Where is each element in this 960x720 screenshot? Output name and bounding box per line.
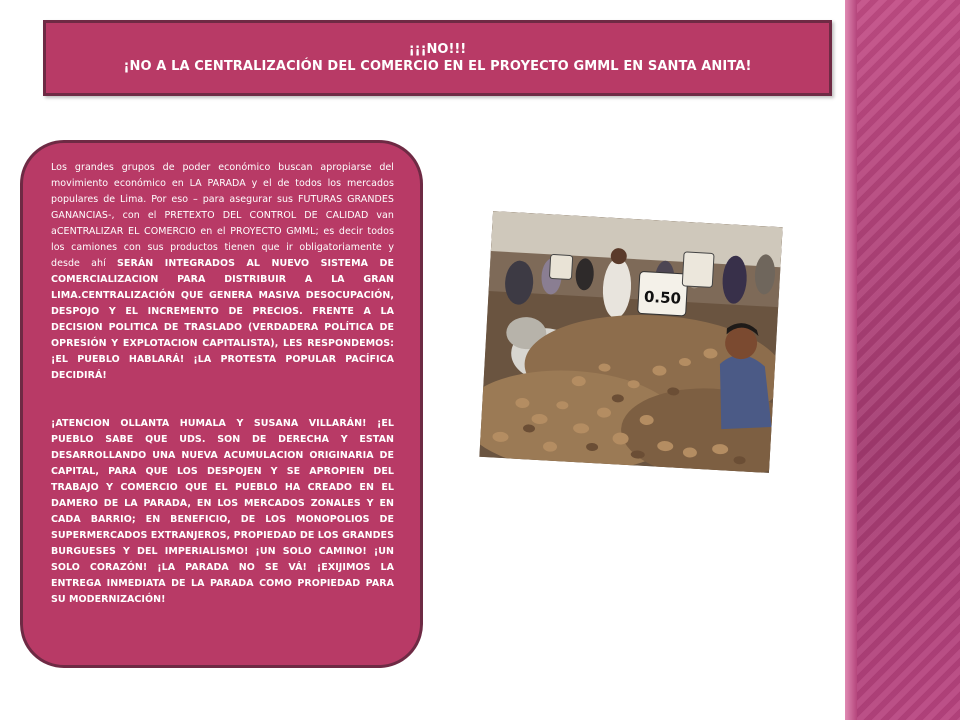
price-sign bbox=[638, 271, 688, 316]
market-photo bbox=[479, 211, 782, 473]
market-photo-illustration bbox=[479, 211, 782, 473]
paragraph-2: ¡ATENCION OLLANTA HUMALA Y SUSANA VILLARÁN! ¡EL PUEBLO SABE QUE UDS. SON DE DERECHA Y ESTAN DESARROLLANDO UNA NUEVA ACUMULACION ORIGINARIA DE CAPITAL, PARA QUE LOS DESPOJEN Y SE APROPIEN DEL TRABAJO Y COMERCIO QUE EL PUEBLO HA CREADO EN EL DAMERO DE LA PARADA, EN LOS MERCADOS ZONALES Y EN CADA BARRIO; EN BENEFICIO, DE LOS MONOPOLIOS DE SUPERMERCADOS EXTRANJEROS, PROPIEDAD DE LOS GRANDES BURGUESES Y DEL IMPERIALISMO! ¡UN SOLO CAMINO! ¡UN SOLO CORAZÓN! ¡LA PARADA NO SE VÁ! ¡EXIJIMOS LA ENTREGA INMEDIATA DE LA PARADA COMO PROPIEDAD PARA SU MODERNIZACIÓN! bbox=[51, 418, 394, 605]
decorative-sidebar bbox=[845, 0, 960, 720]
title-banner bbox=[43, 20, 832, 96]
price-sign-text: 0.50 bbox=[643, 287, 682, 308]
paragraph-1-emphasis: SERÁN INTEGRADOS AL NUEVO SISTEMA DE COMERCIALIZACION PARA DISTRIBUIR A LA GRAN LIMA.CENTRALIZACIÓN QUE GENERA MASIVA DESOCUPACIÓN, DESPOJO Y EL INCREMENTO DE PRECIOS. FRENTE A LA DECISION POLITICA DE TRASLADO (VERDADERA POLÍTICA DE OPRESIÓN Y EXPLOTACION CAPITALISTA), LES RESPONDEMOS: ¡EL PUEBLO HABLARÁ! ¡LA PROTESTA POPULAR PACÍFICA DECIDIRÁ! bbox=[51, 258, 394, 381]
sidebar-edge bbox=[845, 0, 857, 720]
paragraph-1-intro: Los grandes grupos de poder económico buscan apropiarse del movimiento económico en LA PARADA y el de todos los mercados populares de Lima. Por eso – para asegurar sus FUTURAS GRANDES GANANCIAS-, con el PRETEXTO DEL CONTROL DE CALIDAD van aCENTRALIZAR EL COMERCIO en el PROYECTO GMML; es decir todos los camiones con sus productos tienen que ir obligatoriamente y desde ahí bbox=[51, 162, 394, 269]
small-sign bbox=[549, 254, 572, 279]
title-line-1: ¡¡¡NO!!! bbox=[408, 41, 467, 57]
small-sign bbox=[682, 252, 714, 288]
paragraph-1 bbox=[51, 160, 394, 384]
text-panel bbox=[20, 140, 423, 668]
title-line-2: ¡NO A LA CENTRALIZACIÓN DEL COMERCIO EN EL PROYECTO GMML EN SANTA ANITA! bbox=[123, 58, 752, 74]
